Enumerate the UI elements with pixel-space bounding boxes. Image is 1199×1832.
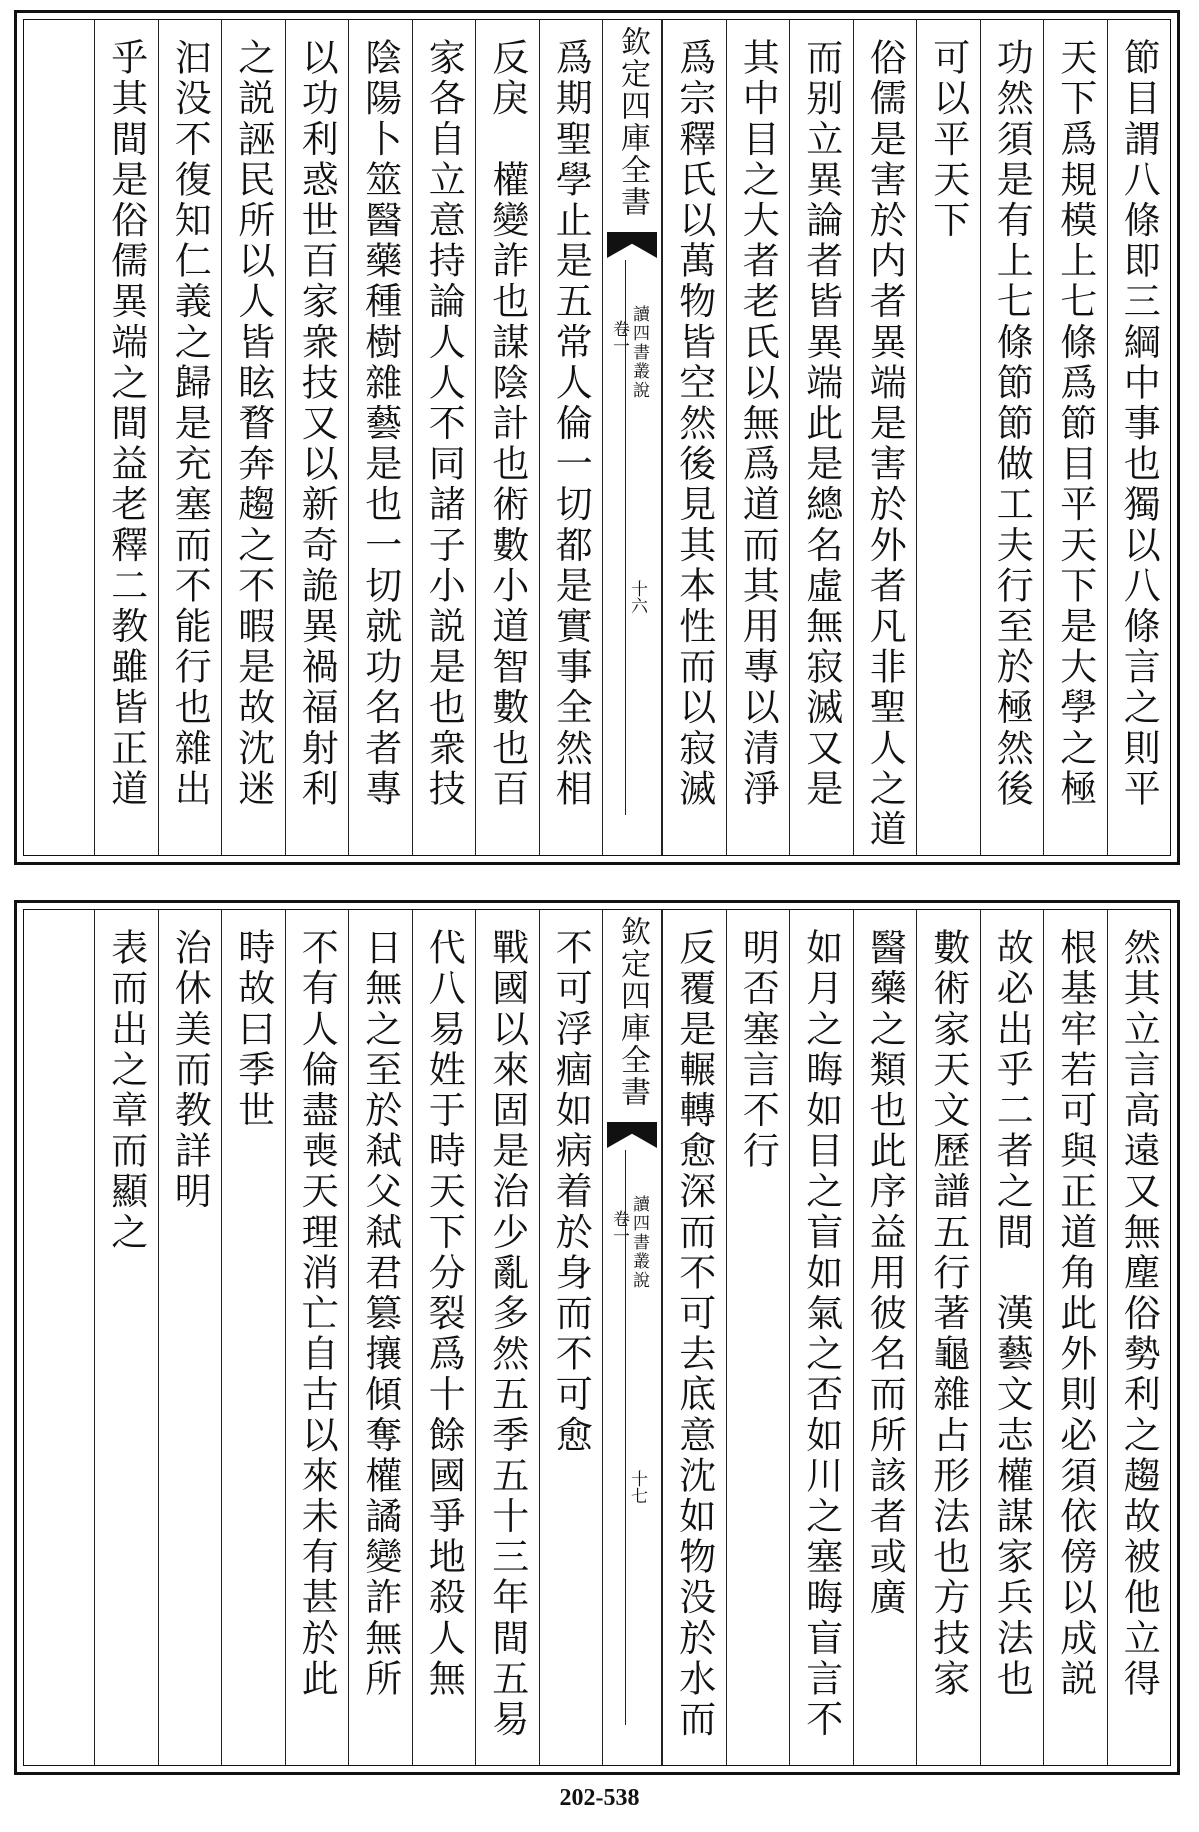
top-column-text: 可以平天下 bbox=[926, 38, 970, 241]
bottom-text-column bbox=[853, 910, 917, 1765]
bottom-text-column bbox=[1043, 910, 1107, 1765]
top-text-column bbox=[539, 20, 603, 855]
top-column-text: 陰陽卜筮醫藥種樹雜藝是也一切就功名者專 bbox=[358, 38, 402, 810]
page-number-footer: 202-538 bbox=[559, 1785, 640, 1811]
top-column-text: 天下爲規模上七條爲節目平天下是大學之極 bbox=[1053, 38, 1097, 810]
top-column-text: 俗儒是害於内者異端是害於外者凡非聖人之道 bbox=[863, 38, 907, 850]
top-page-frame bbox=[14, 10, 1180, 865]
bottom-column-text: 不有人倫盡喪天理消亡自古以來未有甚於此 bbox=[295, 928, 339, 1700]
top-text-column bbox=[412, 20, 476, 855]
bottom-text-column bbox=[412, 910, 476, 1765]
bottom-column-text: 如月之晦如目之盲如氣之否如川之塞晦盲言不 bbox=[799, 928, 843, 1740]
top-fish-tail-mark bbox=[607, 232, 657, 258]
top-text-column bbox=[726, 20, 790, 855]
bottom-text-column bbox=[285, 910, 349, 1765]
top-column-text: 其中目之大者老氏以無爲道而其用專以清淨 bbox=[736, 38, 780, 810]
bottom-column-text: 日無之至於弒父弒君篡攘傾奪權譎變詐無所 bbox=[358, 928, 402, 1700]
top-text-column bbox=[789, 20, 853, 855]
bottom-banner-title: 欽定四庫全書 bbox=[615, 916, 650, 1108]
bottom-text-column bbox=[348, 910, 412, 1765]
top-text-column bbox=[285, 20, 349, 855]
top-center-banner bbox=[602, 20, 662, 855]
bottom-text-column bbox=[221, 910, 285, 1765]
bottom-column-text: 反覆是輾轉愈深而不可去底意沈如物没於水而 bbox=[672, 928, 716, 1740]
top-column-text: 功然須是有上七條節節做工夫行至於極然後 bbox=[990, 38, 1034, 810]
top-text-column bbox=[158, 20, 222, 855]
top-column-text: 而别立異論者皆異端此是總名虛無寂滅又是 bbox=[799, 38, 843, 810]
bottom-text-column bbox=[1107, 910, 1171, 1765]
top-text-column bbox=[1107, 20, 1171, 855]
top-leaf-number: 十六 bbox=[627, 580, 647, 614]
bottom-book-title: 讀四書叢說 bbox=[629, 1195, 649, 1290]
bottom-text-column bbox=[158, 910, 222, 1765]
top-page-inner-border bbox=[23, 19, 1171, 856]
top-column-text: 爲期聖學止是五常人倫一切都是實事全然相 bbox=[549, 38, 593, 810]
top-column-text: 反戾 權變詐也謀陰計也術數小道智數也百 bbox=[485, 38, 529, 810]
bottom-text-column bbox=[726, 910, 790, 1765]
bottom-column-text: 戰國以來固是治少亂多然五季五十三年間五易 bbox=[485, 928, 529, 1740]
bottom-fish-tail-mark bbox=[607, 1122, 657, 1148]
bottom-column-text: 表而出之章而顯之 bbox=[104, 928, 148, 1253]
bottom-center-banner bbox=[602, 910, 662, 1765]
top-text-column bbox=[916, 20, 980, 855]
top-column-text: 爲宗釋氏以萬物皆空然後見其本性而以寂滅 bbox=[672, 38, 716, 810]
bottom-page-inner-border bbox=[23, 909, 1171, 1766]
top-column-text: 之説誣民所以人皆眩瞀奔趨之不暇是故沈迷 bbox=[231, 38, 275, 810]
top-column-text: 以功利惑世百家衆技又以新奇詭異禍福射利 bbox=[295, 38, 339, 810]
bottom-leaf-number: 十七 bbox=[627, 1470, 647, 1504]
top-column-text: 汩没不復知仁義之歸是充塞而不能行也雜出 bbox=[168, 38, 212, 810]
bottom-text-column bbox=[789, 910, 853, 1765]
bottom-text-column bbox=[94, 910, 158, 1765]
bottom-page-columns bbox=[24, 910, 1170, 1765]
top-page-columns bbox=[24, 20, 1170, 855]
top-text-column bbox=[221, 20, 285, 855]
top-text-column bbox=[980, 20, 1044, 855]
top-column-text: 乎其間是俗儒異端之間益老釋二教雖皆正道 bbox=[104, 38, 148, 810]
bottom-column-text: 數術家天文歷譜五行著龜雜占形法也方技家 bbox=[926, 928, 970, 1700]
bottom-column-text: 不可浮痼如病着於身而不可愈 bbox=[549, 928, 593, 1456]
bottom-column-text: 明否塞言不行 bbox=[736, 928, 780, 1172]
bottom-column-text: 代八易姓于時天下分裂爲十餘國爭地殺人無 bbox=[422, 928, 466, 1700]
bottom-column-text: 故必出乎二者之間 漢藝文志權謀家兵法也 bbox=[990, 928, 1034, 1700]
top-juan-label: 卷一 bbox=[609, 320, 629, 354]
top-text-column bbox=[853, 20, 917, 855]
bottom-page-frame bbox=[14, 900, 1180, 1775]
bottom-column-text: 治休美而教詳明 bbox=[168, 928, 212, 1213]
top-column-text: 家各自立意持論人人不同諸子小説是也衆技 bbox=[422, 38, 466, 810]
bottom-text-column bbox=[980, 910, 1044, 1765]
top-text-column bbox=[348, 20, 412, 855]
bottom-column-text: 時故曰季世 bbox=[231, 928, 275, 1131]
bottom-column-text: 醫藥之類也此序益用彼名而所該者或廣 bbox=[863, 928, 907, 1619]
bottom-text-column bbox=[539, 910, 603, 1765]
bottom-column-text: 根基牢若可與正道角此外則必須依傍以成説 bbox=[1053, 928, 1097, 1700]
top-text-column bbox=[475, 20, 539, 855]
bottom-column-text: 然其立言高遠又無塵俗勢利之趨故被他立得 bbox=[1117, 928, 1161, 1700]
bottom-text-column bbox=[662, 910, 726, 1765]
bottom-juan-label: 卷一 bbox=[609, 1210, 629, 1244]
top-text-column bbox=[94, 20, 158, 855]
bottom-text-column bbox=[916, 910, 980, 1765]
top-text-column bbox=[662, 20, 726, 855]
bottom-text-column bbox=[475, 910, 539, 1765]
top-book-title: 讀四書叢說 bbox=[629, 305, 649, 400]
top-text-column bbox=[1043, 20, 1107, 855]
top-banner-title: 欽定四庫全書 bbox=[615, 26, 650, 218]
top-column-text: 節目謂八條即三綱中事也獨以八條言之則平 bbox=[1117, 38, 1161, 810]
